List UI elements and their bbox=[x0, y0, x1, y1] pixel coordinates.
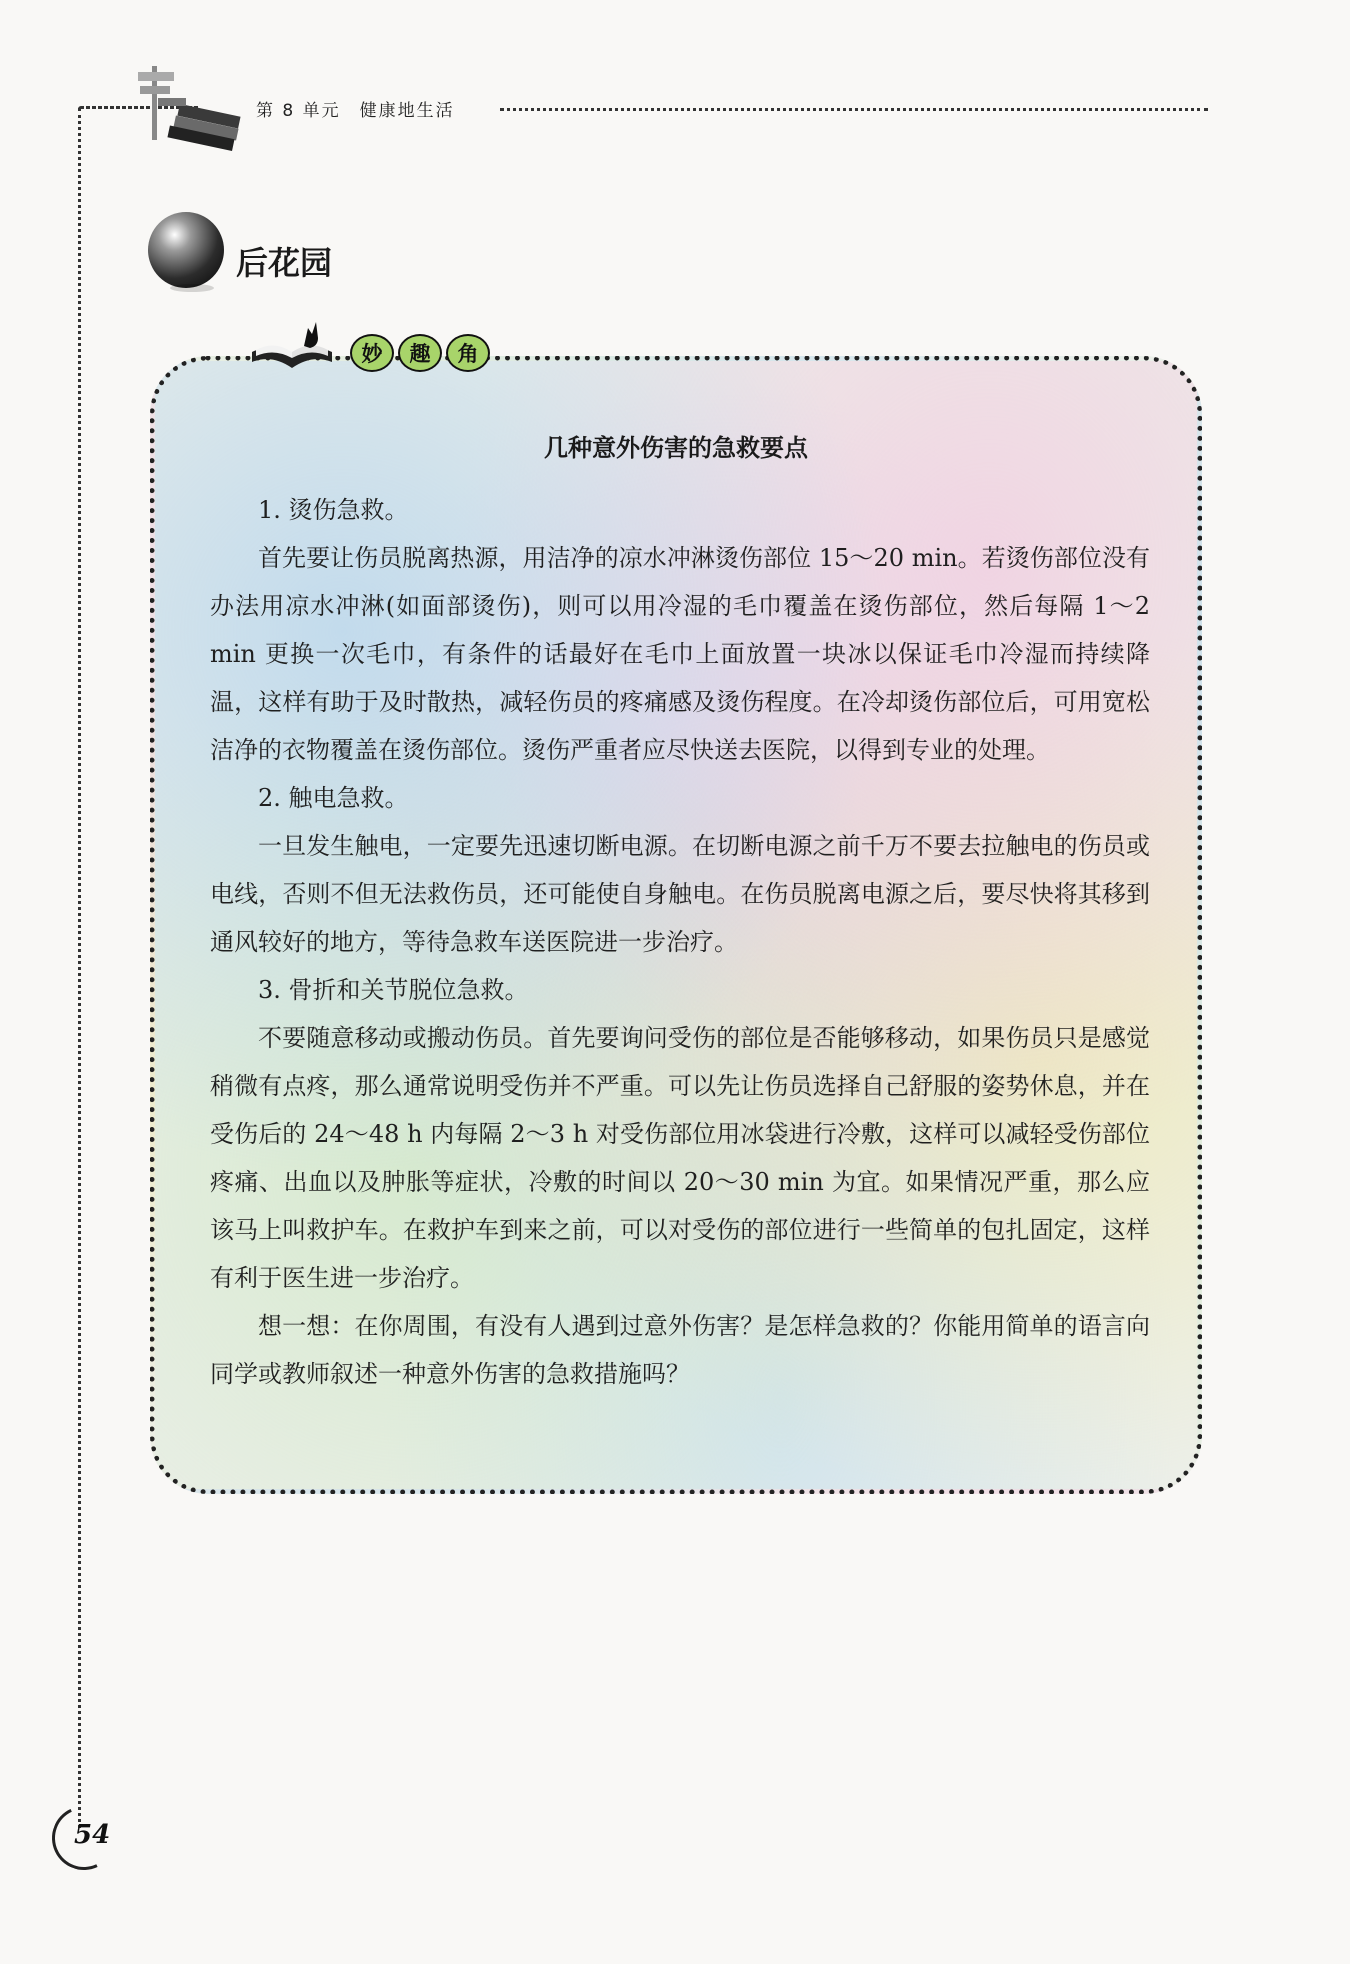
running-head: 第 8 单元 健康地生活 bbox=[256, 101, 455, 121]
paragraph-fracture: 不要随意移动或搬动伤员。首先要询问受伤的部位是否能够移动，如果伤员只是感觉稍微有点疼，那么通常说明受伤并不严重。可以先让伤员选择自己舒服的姿势休息，并在受伤后的 24～48 h 内每隔 2～3 h 对受伤部位用冰袋进行冷敷，这样可以减轻受伤部位疼痛、出血以及肿胀等症状，冷敷的时间以 20～30 min 为宜。如果情况严重，那么应该马上叫救护车。在救护车到来之前，可以对受伤的部位进行一些简单的包扎固定，这样有利于医生进一步治疗。 bbox=[210, 1024, 1150, 1292]
tag-char: 趣 bbox=[398, 334, 442, 372]
box-title: 几种意外伤害的急救要点 bbox=[544, 434, 808, 462]
paragraph-heading-fracture: 3. 骨折和关节脱位急救。 bbox=[258, 976, 529, 1004]
page-number: 54 bbox=[74, 1820, 111, 1850]
books-signpost-icon bbox=[138, 62, 248, 152]
paragraph-heading-electric-shock: 2. 触电急救。 bbox=[258, 784, 409, 812]
paragraph-electric-shock: 一旦发生触电，一定要先迅速切断电源。在切断电源之前千万不要去拉触电的伤员或电线，否则不但无法救伤员，还可能使自身触电。在伤员脱离电源之后，要尽快将其移到通风较好的地方，等待急救车送医院进一步治疗。 bbox=[210, 832, 1150, 956]
section-title: 后花园 bbox=[236, 244, 333, 282]
tag-char: 妙 bbox=[350, 334, 394, 372]
paragraph-burns: 首先要让伤员脱离热源，用洁净的凉水冲淋烫伤部位 15～20 min。若烫伤部位没有办法用凉水冲淋(如面部烫伤)，则可以用冷湿的毛巾覆盖在烫伤部位，然后每隔 1～2 min 更换一次毛巾，有条件的话最好在毛巾上面放置一块冰以保证毛巾冷湿而持续降温，这样有助于及时散热，减轻伤员的疼痛感及烫伤程度。在冷却烫伤部位后，可用宽松洁净的衣物覆盖在烫伤部位。烫伤严重者应尽快送去医院，以得到专业的处理。 bbox=[210, 544, 1150, 764]
header-rule-right bbox=[500, 108, 1208, 111]
box-body bbox=[210, 486, 1150, 1398]
open-book-cat-icon bbox=[248, 318, 336, 378]
sphere-icon bbox=[148, 212, 224, 288]
fun-corner-tag bbox=[350, 334, 490, 372]
paragraph-heading-burns: 1. 烫伤急救。 bbox=[258, 496, 409, 524]
tag-char: 角 bbox=[446, 334, 490, 372]
sphere-shadow bbox=[170, 284, 214, 292]
paragraph-think: 想一想：在你周围，有没有人遇到过意外伤害？是怎样急救的？你能用简单的语言向同学或教师叙述一种意外伤害的急救措施吗？ bbox=[210, 1312, 1150, 1388]
page-frame-line bbox=[78, 108, 81, 1828]
